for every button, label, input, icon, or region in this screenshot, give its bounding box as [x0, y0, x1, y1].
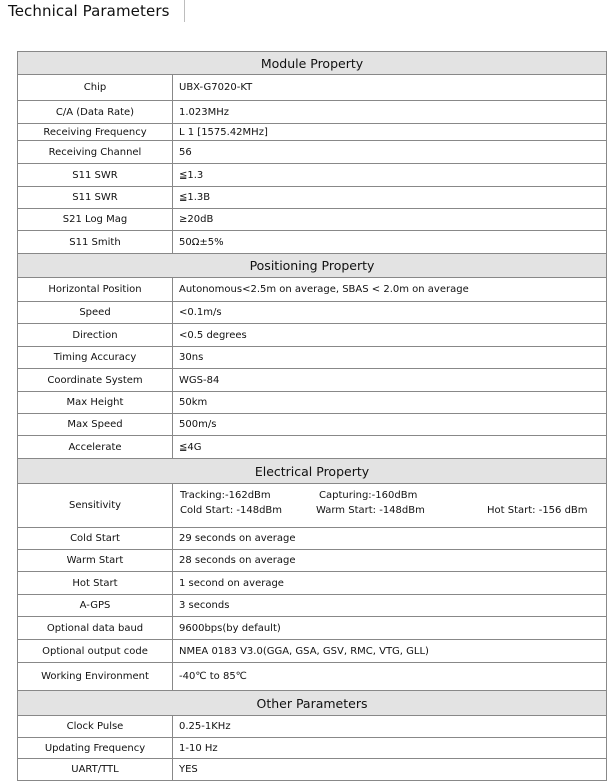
row-value: ≦1.3 — [173, 164, 607, 187]
section-title: Electrical Property — [18, 459, 607, 484]
table-row — [18, 302, 607, 324]
section-title: Other Parameters — [18, 691, 607, 716]
row-label: Direction — [18, 324, 173, 347]
section-title: Module Property — [18, 52, 607, 75]
table-row-sensitivity — [18, 484, 607, 528]
table-row — [18, 392, 607, 414]
sensitivity-tracking: Tracking:-162dBm — [180, 490, 271, 501]
table-row — [18, 101, 607, 124]
table-row — [18, 617, 607, 640]
row-label: Accelerate — [18, 436, 173, 459]
row-label: A-GPS — [18, 595, 173, 617]
row-label: Hot Start — [18, 572, 173, 595]
section-header-electrical — [18, 459, 607, 484]
row-value: 3 seconds — [173, 595, 607, 617]
row-value: 9600bps(by default) — [173, 617, 607, 640]
table-row — [18, 595, 607, 617]
row-value: 1 second on average — [173, 572, 607, 595]
table-row — [18, 414, 607, 436]
row-label: UART/TTL — [18, 759, 173, 781]
row-value: WGS-84 — [173, 369, 607, 392]
row-label: Optional output code — [18, 640, 173, 663]
row-label: Chip — [18, 75, 173, 101]
table-row — [18, 209, 607, 231]
row-value: 1-10 Hz — [173, 738, 607, 759]
row-value: ≥20dB — [173, 209, 607, 231]
row-label: S21 Log Mag — [18, 209, 173, 231]
row-value: -40℃ to 85℃ — [173, 663, 607, 691]
row-label: Updating Frequency — [18, 738, 173, 759]
row-label: Clock Pulse — [18, 716, 173, 738]
table-row — [18, 141, 607, 164]
table-row — [18, 278, 607, 302]
row-label: Receiving Frequency — [18, 124, 173, 141]
row-value: 0.25-1KHz — [173, 716, 607, 738]
table-row — [18, 738, 607, 759]
row-label: Sensitivity — [18, 484, 173, 528]
table-row — [18, 124, 607, 141]
row-value: 50Ω±5% — [173, 231, 607, 254]
table-row — [18, 759, 607, 781]
section-header-module — [18, 52, 607, 75]
row-value: <0.5 degrees — [173, 324, 607, 347]
sensitivity-value — [173, 484, 607, 528]
row-label: Speed — [18, 302, 173, 324]
sensitivity-cold: Cold Start: -148dBm — [180, 505, 283, 516]
row-label: Max Height — [18, 392, 173, 414]
row-label: Optional data baud — [18, 617, 173, 640]
table-row — [18, 369, 607, 392]
table-row — [18, 324, 607, 347]
table-row — [18, 550, 607, 572]
sensitivity-warm: Warm Start: -148dBm — [316, 505, 425, 516]
table-row — [18, 436, 607, 459]
sensitivity-hot: Hot Start: -156 dBm — [487, 505, 588, 516]
page-header — [0, 0, 190, 24]
table-row — [18, 572, 607, 595]
row-label: S11 SWR — [18, 187, 173, 209]
row-label: S11 SWR — [18, 164, 173, 187]
row-label: S11 Smith — [18, 231, 173, 254]
row-value: YES — [173, 759, 607, 781]
row-label: Working Environment — [18, 663, 173, 691]
section-header-positioning — [18, 254, 607, 278]
row-label: Max Speed — [18, 414, 173, 436]
row-value: Autonomous<2.5m on average, SBAS < 2.0m on average — [173, 278, 607, 302]
page-title: Technical Parameters — [8, 2, 170, 20]
table-row — [18, 663, 607, 691]
row-label: Coordinate System — [18, 369, 173, 392]
sensitivity-capturing: Capturing:-160dBm — [319, 490, 418, 501]
table-row — [18, 231, 607, 254]
row-label: Receiving Channel — [18, 141, 173, 164]
row-value: 56 — [173, 141, 607, 164]
row-value: 500m/s — [173, 414, 607, 436]
section-title: Positioning Property — [18, 254, 607, 278]
table-row — [18, 75, 607, 101]
row-label: C/A (Data Rate) — [18, 101, 173, 124]
row-label: Warm Start — [18, 550, 173, 572]
row-value: <0.1m/s — [173, 302, 607, 324]
row-value: 28 seconds on average — [173, 550, 607, 572]
row-label: Horizontal Position — [18, 278, 173, 302]
row-label: Timing Accuracy — [18, 347, 173, 369]
row-value: 29 seconds on average — [173, 528, 607, 550]
table-row — [18, 716, 607, 738]
table-row — [18, 347, 607, 369]
row-value: 30ns — [173, 347, 607, 369]
row-value: L 1 [1575.42MHz] — [173, 124, 607, 141]
table-row — [18, 640, 607, 663]
row-value: ≦4G — [173, 436, 607, 459]
row-value: ≦1.3B — [173, 187, 607, 209]
table-row — [18, 187, 607, 209]
row-value: 1.023MHz — [173, 101, 607, 124]
row-value: 50km — [173, 392, 607, 414]
row-value: NMEA 0183 V3.0(GGA, GSA, GSV, RMC, VTG, GLL) — [173, 640, 607, 663]
spec-table — [17, 51, 607, 781]
row-value: UBX-G7020-KT — [173, 75, 607, 101]
section-header-other — [18, 691, 607, 716]
row-label: Cold Start — [18, 528, 173, 550]
table-row — [18, 528, 607, 550]
title-divider — [184, 0, 185, 22]
table-row — [18, 164, 607, 187]
